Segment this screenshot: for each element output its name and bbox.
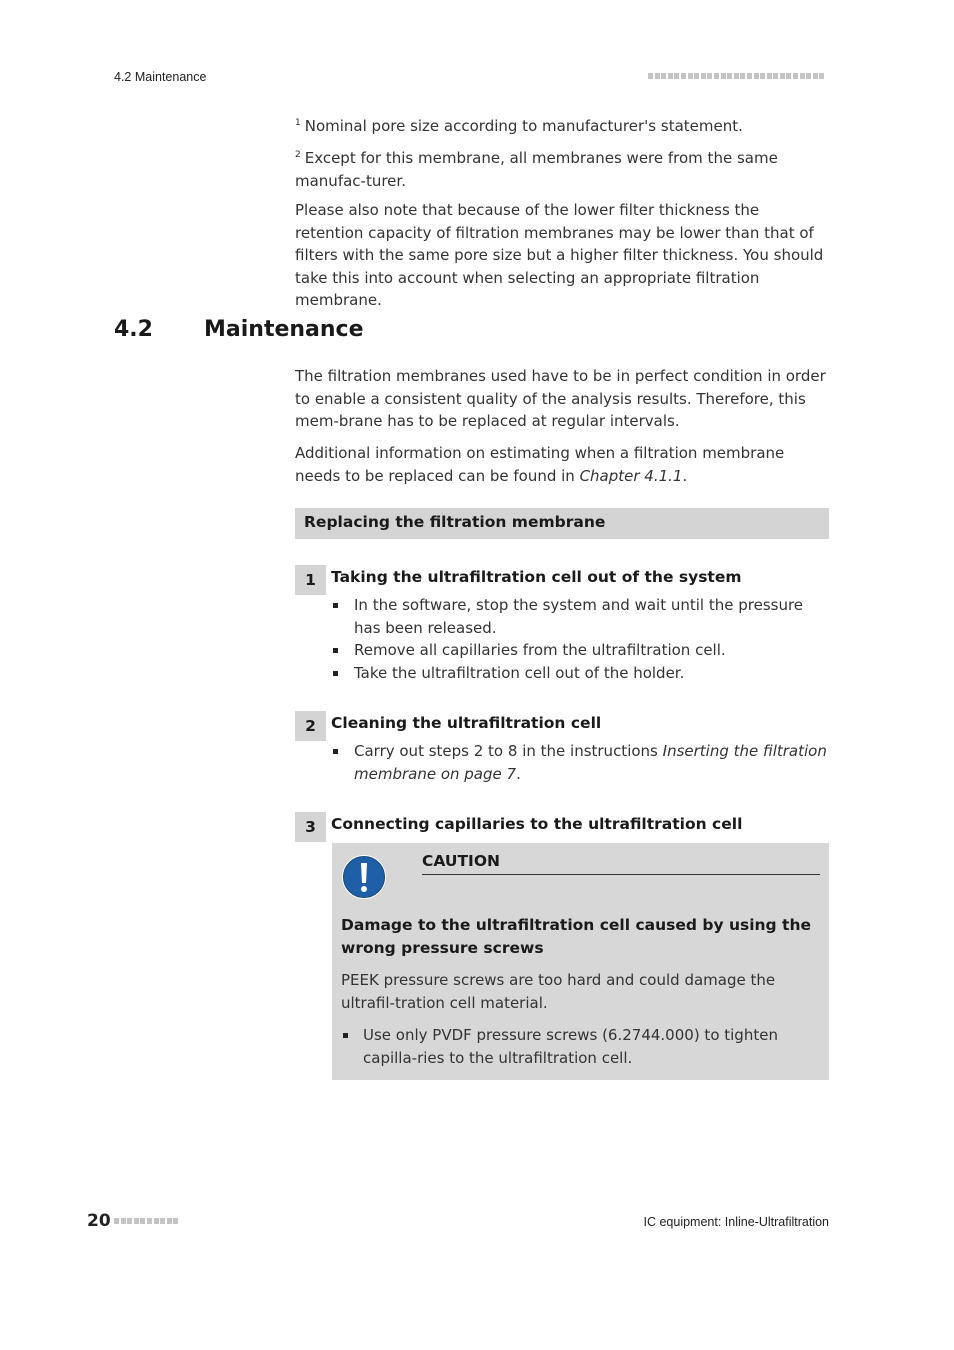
step-title-3: Connecting capillaries to the ultrafiltration cell — [331, 815, 743, 833]
caution-text: PEEK pressure screws are too hard and could damage the ultrafil-tration cell material. — [341, 971, 776, 1012]
list-item — [341, 1024, 819, 1069]
step-number-2: 2 — [295, 711, 326, 741]
caution-divider — [422, 874, 820, 875]
intro-paragraph-text: Please also note that because of the lower filter thickness the retention capacity of filtration membranes may be lower than that of filters with the same pore size but a higher filter thickness. You should take this into account when selecting an appropriate filtration membrane. — [295, 201, 824, 310]
exclamation-icon — [341, 854, 387, 900]
bullet-icon — [343, 1033, 348, 1038]
section-paragraph-1 — [295, 365, 831, 433]
footnote-text: Nominal pore size according to manufacturer's statement. — [304, 117, 743, 135]
section-number: 4.2 — [114, 317, 153, 342]
section-heading — [114, 317, 364, 342]
list-item — [331, 740, 829, 785]
step-title-1: Taking the ultrafiltration cell out of the system — [331, 568, 742, 586]
footer-decoration — [114, 1218, 178, 1224]
paragraph-end: . — [682, 466, 688, 485]
chapter-reference-link[interactable]: Chapter 4.1.1 — [579, 466, 683, 485]
section-paragraph-2 — [295, 442, 831, 487]
intro-paragraph — [295, 199, 831, 312]
footnote-mark: 1 — [295, 118, 301, 128]
step-title-2: Cleaning the ultrafiltration cell — [331, 714, 602, 732]
section-title: Maintenance — [204, 317, 364, 342]
footnote-2 — [295, 144, 831, 192]
paragraph-text: Additional information on estimating when a filtration membrane needs to be replaced can be found in — [295, 444, 785, 485]
procedure-title-bar — [295, 508, 829, 539]
header-decoration — [648, 73, 824, 79]
bullet-icon — [333, 603, 338, 608]
bullet-icon — [333, 671, 338, 676]
step-number-1: 1 — [295, 565, 326, 595]
bullet-icon — [333, 749, 338, 754]
bullet-icon — [333, 648, 338, 653]
list-item — [331, 594, 829, 639]
list-item-text: In the software, stop the system and wait until the pressure has been released. — [354, 596, 804, 637]
footnote-mark: 2 — [295, 150, 301, 160]
step-number-3: 3 — [295, 812, 326, 842]
list-item-text: Use only PVDF pressure screws (6.2744.000) to tighten capilla-ries to the ultrafiltration cell. — [363, 1026, 778, 1067]
list-item — [331, 639, 829, 662]
section-paragraph-1-text: The filtration membranes used have to be in perfect condition in order to enable a consistent quality of the analysis results. Therefore, this mem-brane has to be replaced at regular intervals. — [295, 367, 826, 431]
page-number: 20 — [87, 1211, 111, 1231]
page-reference-link[interactable]: Inserting the filtration membrane on page 7 — [354, 742, 827, 783]
procedure-title: Replacing the filtration membrane — [304, 513, 606, 531]
running-header-section: 4.2 Maintenance — [114, 70, 207, 84]
footnote-1 — [295, 112, 831, 138]
caution-heading: Damage to the ultrafiltration cell caused by using the wrong pressure screws — [341, 916, 812, 957]
list-item-end: . — [516, 764, 521, 783]
list-item-text: Carry out steps 2 to 8 in the instructions — [354, 742, 663, 760]
footer-document-title: IC equipment: Inline-Ultrafiltration — [643, 1215, 829, 1229]
list-item-text: Take the ultrafiltration cell out of the holder. — [354, 664, 685, 682]
footnote-text: Except for this membrane, all membranes were from the same manufac-turer. — [295, 149, 778, 190]
list-item — [331, 662, 829, 685]
list-item-text: Remove all capillaries from the ultrafiltration cell. — [354, 641, 726, 659]
caution-box — [332, 843, 829, 1080]
caution-label: CAUTION — [422, 852, 500, 870]
